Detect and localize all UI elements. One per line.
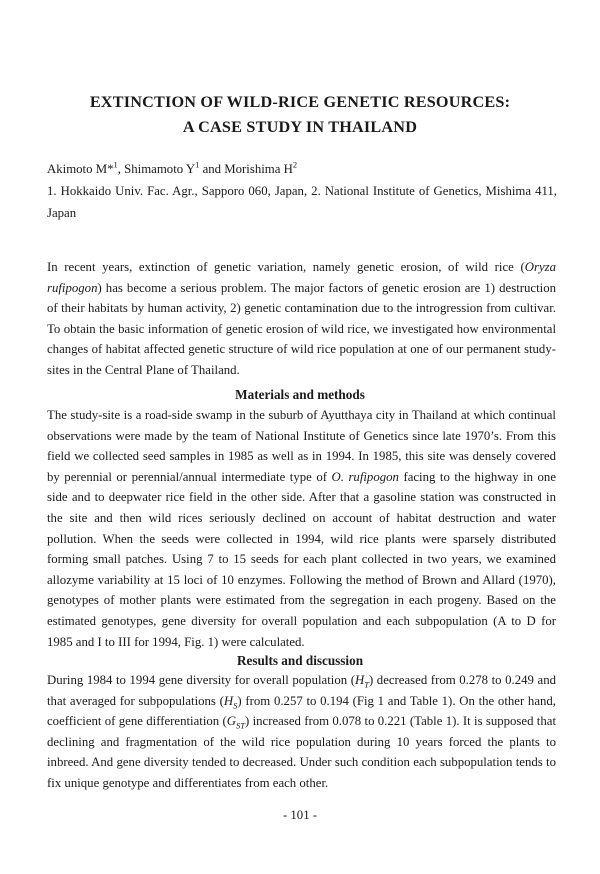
section-heading-results: Results and discussion	[236, 653, 364, 668]
results-text: ) increased from 0.078 to 0.221 (Table 1). It is supposed that declining and fragmentation of the wild rice population during 10 years forced the plants to inbreed. And gene diversity tended to decreased. Under such condition each subpopulation tends to fix unique genotype and differentiates from each other.	[47, 714, 556, 790]
intro-text: ) has become a serious problem. The major factors of genetic erosion are 1) destruction of their habitats by human activity, 2) genetic contamination due to the introgression from cultivar. To obtain the basic information of genetic erosion of wild rice, we investigated how environmental changes of habitat affected genetic structure of wild rice population at one of our permanent study-sites in the Central Plane of Thailand.	[47, 280, 556, 377]
methods-text: The study-site is a road-side swamp in the suburb of Ayutthaya city in Thailand at which continual observations were made by the team of National Institute of Genetics since late 1970’s. From this field we collected seed samples in 1985 as well as in 1994. In 1985, this site was densely covered by perennial or perennial/annual intermediate type of	[47, 408, 556, 484]
section-heading-methods: Materials and methods	[235, 387, 365, 402]
author-name: Morishima H	[224, 162, 293, 176]
species-name: O. rufipogon	[331, 469, 399, 484]
methods-paragraph	[47, 405, 556, 652]
results-text: ) from 0.257 to 0.194 (Fig 1 and Table 1). On the other hand, coefficient of gene differentiation (	[47, 693, 557, 729]
symbol-hs: $H_S$	[223, 693, 238, 711]
author-affiliation-mark: 1	[113, 159, 118, 170]
page-number: - 101 -	[282, 808, 318, 822]
results-paragraph	[47, 670, 556, 794]
symbol-ht: $H_T$	[354, 673, 369, 690]
author-name: Akimoto M*	[47, 162, 114, 176]
species-name: Oryza rufipogon	[47, 260, 556, 295]
author-affiliation-mark: 2	[292, 159, 298, 170]
author-separator: ,	[117, 162, 125, 176]
author-list	[47, 160, 297, 178]
methods-text: facing to the highway in one side and to deepwater rice field in the other side. After that a gasoline station was constructed in the site and then wild rices seriously declined on account of habitat destruction and water pollution. When the seeds were collected in 1994, wild rice plants were sparsely distributed forming small patches. Using 7 to 15 seeds for each plant collected in two years, we examined allozyme variability at 15 loci of 10 enzymes. Following the method of Brown and Allard (1970), genotypes of mother plants were estimated from the segregation in each progeny. Based on the estimated genotypes, gene diversity for overall population and each subpopulation (A to D for 1985 and I to III for 1994, Fig. 1) were calculated.	[47, 469, 557, 649]
results-text: ) decreased from 0.278 to 0.249 and that averaged for subpopulations (	[47, 673, 556, 708]
paper-title-line-1: EXTINCTION OF WILD-RICE GENETIC RESOURCES:	[89, 93, 511, 111]
intro-paragraph	[47, 257, 556, 381]
affiliation: 1. Hokkaido Univ. Fac. Agr., Sapporo 060, Japan, 2. National Institute of Genetics, Mishima 411, Japan	[47, 184, 557, 220]
author-name: Shimamoto Y	[124, 162, 196, 176]
results-text: During 1984 to 1994 gene diversity for overall population (	[47, 673, 355, 687]
symbol-gst: $G_{ST}$	[226, 714, 246, 731]
author-separator: and	[199, 162, 225, 176]
author-affiliation-mark: 1	[195, 159, 200, 170]
paper-title-line-2: A CASE STUDY IN THAILAND	[182, 118, 418, 136]
intro-text: In recent years, extinction of genetic variation, namely genetic erosion, of wild rice (	[47, 260, 525, 274]
